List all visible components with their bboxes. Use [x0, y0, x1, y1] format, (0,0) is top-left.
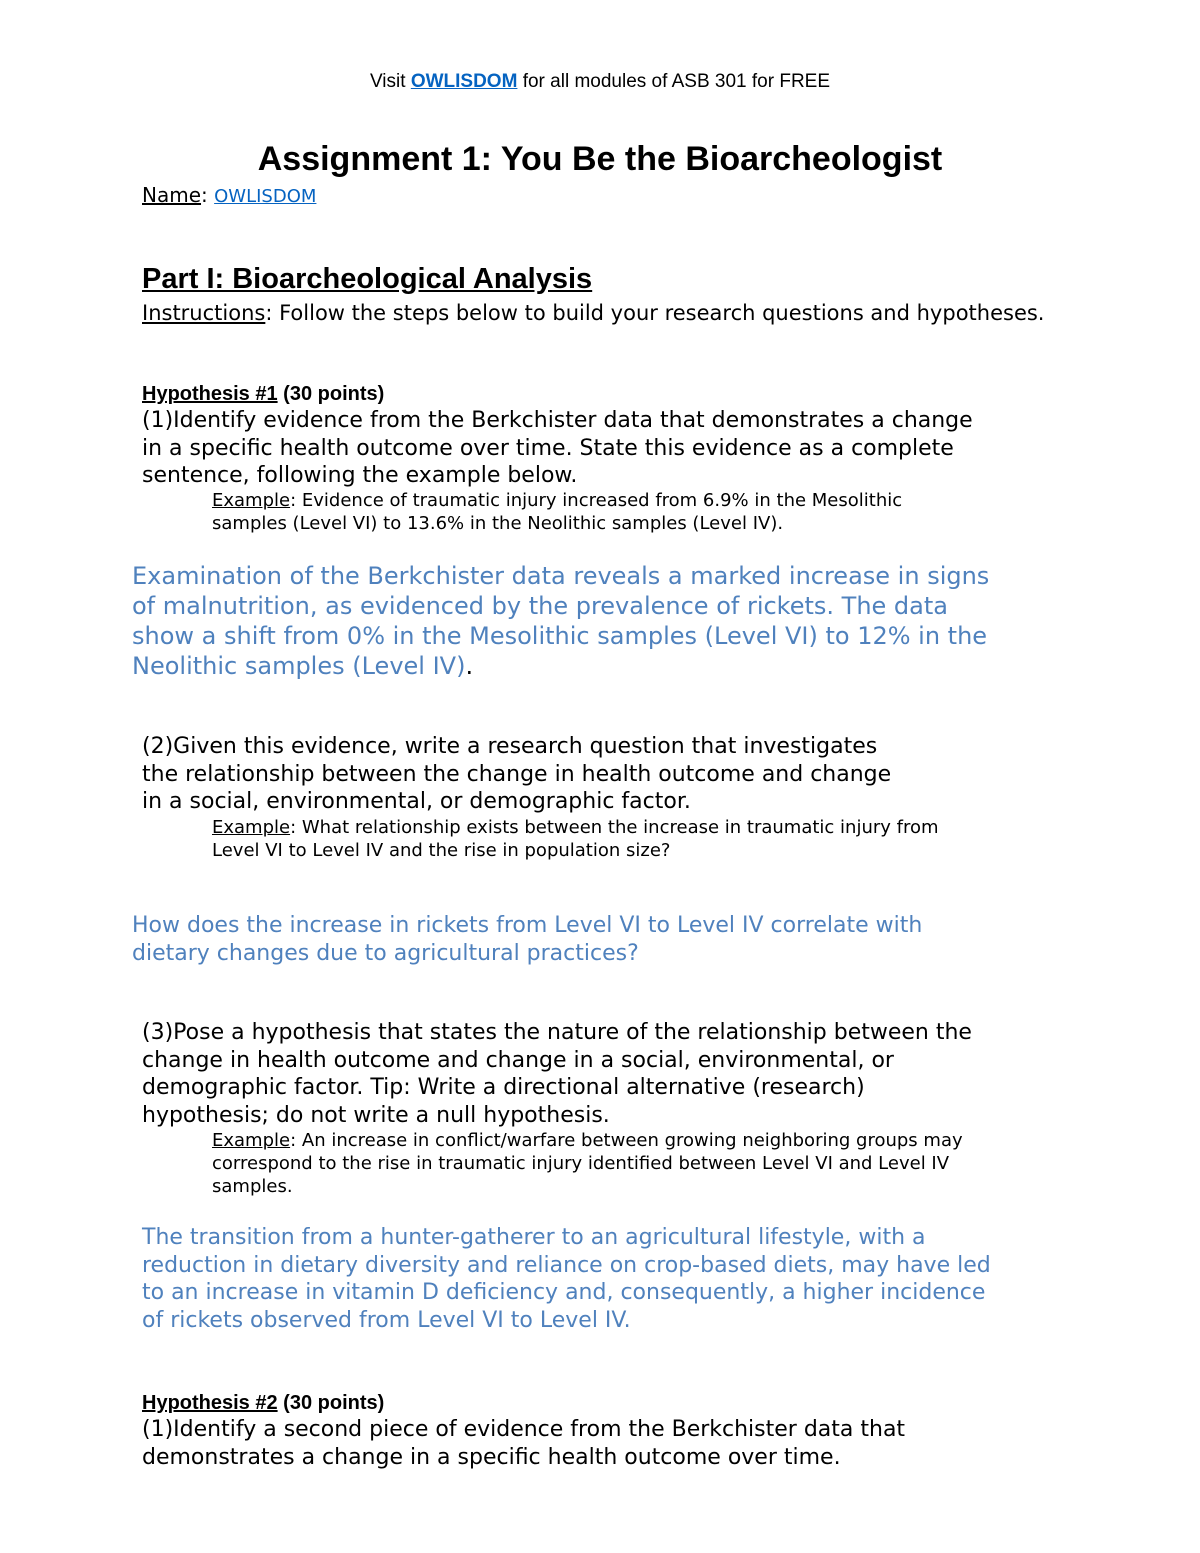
h1-q3-line: demographic factor. Tip: Write a directional alternative (research)	[142, 1075, 865, 1100]
h1-q3-answer-line: to an increase in vitamin D deficiency and, consequently, a higher incidence	[142, 1280, 986, 1305]
site-banner	[0, 71, 1200, 93]
h1-q3-answer-line: reduction in dietary diversity and reliance on crop-based diets, may have led	[142, 1252, 991, 1278]
h1-q2-line: the relationship between the change in health outcome and change	[142, 761, 892, 787]
instructions	[142, 300, 1068, 327]
h1-q3-example-line: samples.	[212, 1176, 293, 1197]
owlisdom-link[interactable]: OWLISDOM	[410, 71, 518, 92]
h1-q2-answer	[132, 912, 922, 967]
example-label: Example	[212, 817, 291, 838]
h2-q1-line: demonstrates a change in a specific health outcome over time.	[142, 1444, 841, 1470]
name-line	[142, 183, 316, 207]
h1-q3-line: change in health outcome and change in a social, environmental, or	[142, 1047, 894, 1073]
h1-q1-answer-line: Examination of the Berkchister data reveals a marked increase in signs	[132, 562, 990, 590]
page-title: Assignment 1: You Be the Bioarcheologist	[257, 140, 943, 178]
hypothesis-2-label: Hypothesis #2	[142, 1392, 278, 1414]
instructions-text: : Follow the steps below to build your research questions and hypotheses.	[265, 301, 1045, 325]
h1-q1-line: sentence, following the example below.	[142, 463, 578, 488]
example-label: Example	[212, 1130, 291, 1151]
hypothesis-2-heading	[142, 1392, 384, 1415]
instructions-label: Instructions	[142, 301, 266, 325]
h1-q1-number: (1)	[142, 408, 174, 433]
h1-q3-answer	[142, 1224, 991, 1334]
h1-q1-example	[212, 489, 902, 535]
hypothesis-1-label: Hypothesis #1	[142, 383, 278, 405]
h1-q1-line: Identify evidence from the Berkchister data that demonstrates a change	[173, 408, 973, 433]
banner-suffix: for all modules of ASB 301 for FREE	[517, 71, 831, 92]
h1-q2-line: in a social, environmental, or demographic factor.	[142, 789, 691, 814]
h1-q3-example-line: correspond to the rise in traumatic injury identified between Level VI and Level IV	[212, 1153, 950, 1174]
h1-q2-answer-line: dietary changes due to agricultural practices?	[132, 940, 639, 966]
h1-q1-answer	[132, 561, 989, 681]
h1-q1-example-line: : Evidence of traumatic injury increased from 6.9% in the Mesolithic	[290, 490, 903, 511]
h1-question-3	[142, 1019, 972, 1129]
h1-q3-example-line: : An increase in conflict/warfare between growing neighboring groups may	[290, 1130, 963, 1151]
h1-question-2	[142, 733, 891, 816]
h1-q3-answer-line: The transition from a hunter-gatherer to an agricultural lifestyle, with a	[142, 1225, 926, 1250]
name-value-link[interactable]: OWLISDOM	[214, 186, 317, 207]
h1-q3-answer-line: of rickets observed from Level VI to Level IV.	[142, 1307, 631, 1333]
h1-q1-answer-line: show a shift from 0% in the Mesolithic samples (Level VI) to 12% in the	[132, 622, 988, 650]
h1-q2-example-line: : What relationship exists between the increase in traumatic injury from	[290, 817, 939, 838]
name-colon: :	[201, 183, 208, 207]
h1-q1-answer-period: .	[465, 652, 474, 680]
h1-q1-line: in a specific health outcome over time. State this evidence as a complete	[142, 435, 954, 461]
h1-q3-example	[212, 1129, 963, 1198]
h1-q3-line: hypothesis; do not write a null hypothesis.	[142, 1102, 610, 1128]
part-title: Part I: Bioarcheological Analysis	[142, 263, 593, 295]
h2-question-1	[142, 1416, 905, 1471]
h1-q2-example	[212, 816, 939, 862]
h1-q2-number: (2)	[142, 734, 174, 759]
h1-q3-number: (3)	[142, 1020, 174, 1045]
h1-q2-line: Given this evidence, write a research question that investigates	[173, 734, 878, 759]
h1-question-1	[142, 407, 973, 490]
h1-q1-answer-line: Neolithic samples (Level IV)	[132, 652, 466, 680]
hypothesis-1-points: (30 points)	[277, 383, 385, 405]
banner-prefix: Visit	[369, 71, 411, 92]
h1-q2-answer-line: How does the increase in rickets from Level VI to Level IV correlate with	[132, 913, 923, 938]
hypothesis-2-points: (30 points)	[277, 1392, 385, 1414]
example-label: Example	[212, 490, 291, 511]
h1-q1-example-line: samples (Level VI) to 13.6% in the Neolithic samples (Level IV).	[212, 513, 784, 534]
name-label: Name	[142, 183, 202, 207]
h1-q2-example-line: Level VI to Level IV and the rise in population size?	[212, 840, 671, 861]
h1-q1-answer-line: of malnutrition, as evidenced by the prevalence of rickets. The data	[132, 592, 948, 620]
hypothesis-1-heading	[142, 383, 384, 406]
h2-q1-number: (1)	[142, 1417, 174, 1442]
h2-q1-line: Identify a second piece of evidence from the Berkchister data that	[173, 1417, 906, 1442]
h1-q3-line: Pose a hypothesis that states the nature of the relationship between the	[173, 1020, 972, 1045]
